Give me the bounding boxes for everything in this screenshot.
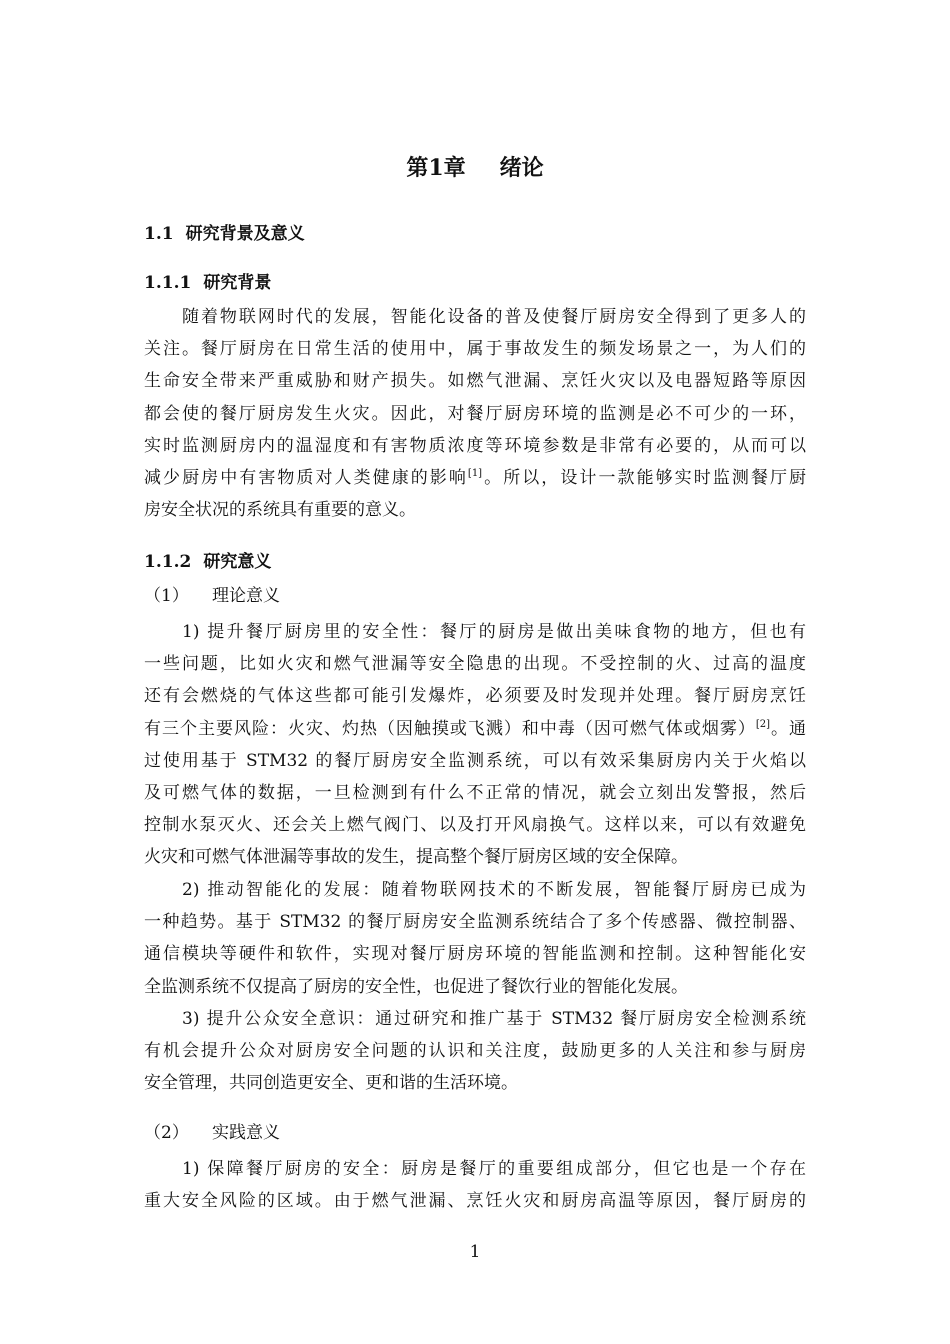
paragraph-line: 房安全状况的系统具有重要的意义。 <box>144 500 416 521</box>
subsection-heading-1-1-2 <box>144 550 271 574</box>
paragraph-line: 一些问题，比如火灾和燃气泄漏等安全隐患的出现。不受控制的火、过高的温度 <box>144 654 806 675</box>
paragraph-line: 有机会提升公众对厨房安全问题的认识和关注度，鼓励更多的人关注和参与厨房 <box>144 1041 806 1062</box>
enum-number: （1） <box>144 586 189 606</box>
paragraph-line-with-citation: 有三个主要风险：火灾、灼热（因触摸或飞溅）和中毒（因可燃气体或烟雾）[2]。通 <box>144 718 807 739</box>
paragraph-line: 通信模块等硬件和软件，实现对餐厅厨房环境的智能监测和控制。这种智能化安 <box>144 944 806 965</box>
paragraph-line: 火灾和可燃气体泄漏等事故的发生，提高整个餐厅厨房区域的安全保障。 <box>144 847 688 868</box>
paragraph-line: 重大安全风险的区域。由于燃气泄漏、烹饪火灾和厨房高温等原因，餐厅厨房的 <box>144 1191 806 1212</box>
enum-label-theory <box>144 584 280 608</box>
paragraph-line: 过使用基于 STM32 的餐厅厨房安全监测系统，可以有效采集厨房内关于火焰以 <box>144 750 806 771</box>
paragraph-line: 实时监测厨房内的温湿度和有害物质浓度等环境参数是非常有必要的，从而可以 <box>144 435 806 456</box>
paragraph-line: 1) 提升餐厅厨房里的安全性：餐厅的厨房是做出美味食物的地方，但也有 <box>182 622 806 642</box>
enum-number: （2） <box>144 1123 189 1143</box>
subsection-number: 1.1.1 <box>144 273 192 293</box>
chapter-title <box>0 152 950 184</box>
paragraph-line: 安全管理，共同创造更安全、更和谐的生活环境。 <box>144 1073 518 1094</box>
subsection-number: 1.1.2 <box>144 552 192 572</box>
citation-1[interactable]: [1] <box>467 467 483 479</box>
chapter-name: 绪论 <box>499 155 544 181</box>
chapter-number: 第1章 <box>406 155 466 181</box>
paragraph-line: 及可燃气体的数据，一旦检测到有什么不正常的情况，就会立刻出发警报，然后 <box>144 782 806 803</box>
subsection-title: 研究意义 <box>203 552 272 572</box>
enum-label-practice <box>144 1121 280 1145</box>
paragraph-line: 都会使的餐厅厨房发生火灾。因此，对餐厅厨房环境的监测是必不可少的一环， <box>144 403 806 424</box>
paragraph-line: 还有会燃烧的气体这些都可能引发爆炸，必须要及时发现并处理。餐厅厨房烹饪 <box>144 686 806 707</box>
enum-text: 实践意义 <box>212 1123 280 1143</box>
paragraph-line: 关注。餐厅厨房在日常生活的使用中，属于事故发生的频发场景之一，为人们的 <box>144 339 806 360</box>
section-number: 1.1 <box>144 224 174 244</box>
citation-2[interactable]: [2] <box>755 718 771 730</box>
paragraph-line: 一种趋势。基于 STM32 的餐厅厨房安全监测系统结合了多个传感器、微控制器、 <box>144 912 806 933</box>
section-title: 研究背景及意义 <box>185 224 305 244</box>
subsection-heading-1-1-1 <box>144 271 271 295</box>
background-paragraph <box>144 301 806 526</box>
paragraph-line: 1) 保障餐厅厨房的安全：厨房是餐厅的重要组成部分，但它也是一个存在 <box>182 1159 806 1179</box>
theory-item-1 <box>144 616 806 874</box>
practice-item-1 <box>144 1153 806 1217</box>
paragraph-line: 随着物联网时代的发展，智能化设备的普及使餐厅厨房安全得到了更多人的 <box>182 307 806 327</box>
paragraph-line-with-citation: 减少厨房中有害物质对人类健康的影响[1]。所以，设计一款能够实时监测餐厅厨 <box>144 467 807 488</box>
paragraph-line: 全监测系统不仅提高了厨房的安全性，也促进了餐饮行业的智能化发展。 <box>144 976 688 997</box>
subsection-title: 研究背景 <box>203 273 272 293</box>
paragraph-line: 3) 提升公众安全意识：通过研究和推广基于 STM32 餐厅厨房安全检测系统 <box>182 1009 806 1029</box>
paragraph-line: 控制水泵灭火、还会关上燃气阀门、以及打开风扇换气。这样以来，可以有效避免 <box>144 815 806 836</box>
page-number: 1 <box>469 1242 481 1262</box>
paragraph-line: 生命安全带来严重威胁和财产损失。如燃气泄漏、烹饪火灾以及电器短路等原因 <box>144 371 806 392</box>
theory-item-3 <box>144 1003 806 1100</box>
paragraph-line: 2) 推动智能化的发展：随着物联网技术的不断发展，智能餐厅厨房已成为 <box>182 880 806 900</box>
theory-item-2 <box>144 874 806 1003</box>
section-heading-1-1 <box>144 222 305 246</box>
enum-text: 理论意义 <box>212 586 280 606</box>
